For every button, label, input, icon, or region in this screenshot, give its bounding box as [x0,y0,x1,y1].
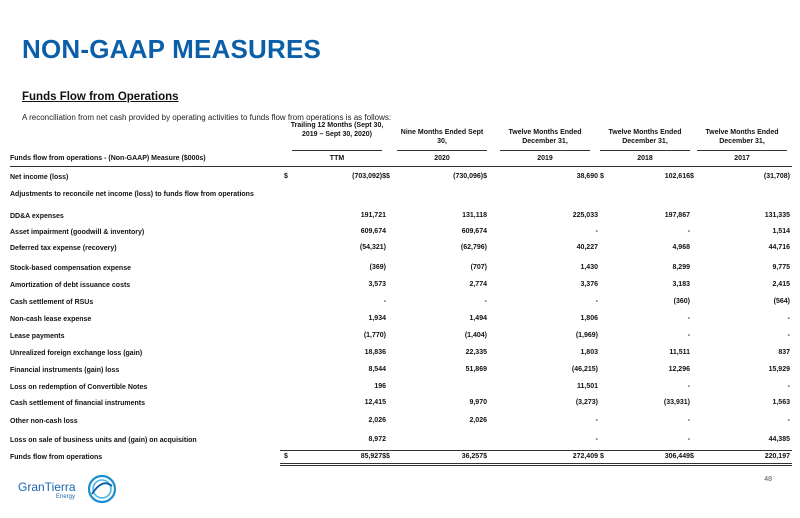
row-label: Lease payments [10,333,65,340]
table-cell: 8,972 [368,436,386,443]
table-cell: (3,273) [575,399,598,406]
row-label: Cash settlement of financial instruments [10,400,145,407]
column-subheading: TTM [329,155,345,162]
table-cell: (360) [673,298,690,305]
table-cell: 131,118 [462,212,487,219]
table-cell: (369) [369,264,386,271]
header-divider [10,166,792,167]
row-label: Adjustments to reconcile net income (loss) to funds flow from operations [10,191,254,198]
table-cell: 3,376 [580,281,598,288]
table-cell: 40,227 [576,244,598,251]
table-cell: 8,299 [672,264,690,271]
grantierra-logo [18,472,118,506]
table-cell: 1,806 [580,315,598,322]
logo-name: GranTierra [18,480,76,494]
table-cell: 1,803 [580,349,598,356]
table-cell: 1,430 [580,264,598,271]
column-heading: Twelve Months Ended December 31, [608,129,682,145]
table-cell: (54,321) [359,244,386,251]
column-subheading: 2017 [734,155,750,162]
intro-text: A reconciliation from net cash provided by operating activities to funds flow from operations is as follows: [22,113,392,122]
row-label: Loss on redemption of Convertible Notes [10,384,148,391]
table-cell: - [383,298,386,305]
table-cell: 131,335 [764,212,790,219]
table-cell: (62,796) [460,244,487,251]
table-cell: - [595,417,598,424]
dollar-sign: $ [386,453,390,460]
column-subheading: 2018 [637,155,653,162]
table-cell: (1,404) [464,332,487,339]
column-heading: Nine Months Ended Sept 30, [400,129,484,145]
table-cell: 225,033 [572,212,598,219]
table-cell: 22,335 [465,349,487,356]
table-cell: - [595,298,598,305]
table-cell: 191,721 [360,212,386,219]
column-subheading: 2019 [537,155,553,162]
table-cell: 1,514 [772,228,790,235]
table-cell: 18,836 [364,349,386,356]
table-header-label: Funds flow from operations - (Non-GAAP) Measure ($000s) [10,155,206,162]
table-cell: - [787,383,790,390]
logo-sub: Energy [56,494,76,500]
table-cell: 4,968 [672,244,690,251]
table-cell: 8,544 [368,366,386,373]
row-label: Amortization of debt issuance costs [10,282,131,289]
page-number: 48 [764,476,772,483]
table-cell: (703,092)$ [352,173,386,180]
row-label: Funds flow from operations [10,454,103,461]
table-cell: - [787,417,790,424]
row-label: Loss on sale of business units and (gain) on acquisition [10,437,197,444]
table-cell: 11,501 [576,383,598,390]
total-double-rule [280,463,792,466]
table-cell: - [687,417,690,424]
table-cell: - [687,315,690,322]
table-cell: 2,415 [772,281,790,288]
table-cell: 306,449 [664,453,690,460]
table-cell: 15,929 [768,366,790,373]
table-cell: 272,409 [572,453,598,460]
table-cell: - [687,228,690,235]
table-cell: (31,708) [763,173,790,180]
table-cell: 3,183 [672,281,690,288]
table-cell: (1,969) [575,332,598,339]
dollar-sign: $ [284,453,288,460]
column-heading-underline [292,150,382,151]
row-label: DD&A expenses [10,213,64,220]
table-cell: - [595,436,598,443]
column-subheading: 2020 [434,155,450,162]
table-cell: 1,563 [772,399,790,406]
dollar-sign: $ [284,173,288,180]
table-cell: 220,197 [764,453,790,460]
table-cell: (1,770) [363,332,386,339]
table-cell: - [787,332,790,339]
row-label: Other non-cash loss [10,418,78,425]
table-cell: (46,215) [571,366,598,373]
row-label: Net income (loss) [10,174,69,181]
dollar-sign: $ [600,453,604,460]
table-cell: 1,934 [368,315,386,322]
table-cell: (707) [470,264,487,271]
row-label: Cash settlement of RSUs [10,299,94,306]
table-cell: 102,616 [664,173,690,180]
table-cell: - [687,332,690,339]
subtotal-rule [280,450,792,451]
table-cell: 196 [374,383,386,390]
dollar-sign: $ [690,453,694,460]
dollar-sign: $ [386,173,390,180]
table-cell: 11,511 [669,349,690,356]
table-cell: 38,690 [576,173,598,180]
table-cell: (564) [773,298,790,305]
table-cell: (730,096)$ [453,173,487,180]
row-label: Asset impairment (goodwill & inventory) [10,229,145,236]
table-cell: 44,716 [768,244,790,251]
logo-swirl-icon [86,472,118,506]
table-cell: 44,385 [768,436,790,443]
row-label: Non-cash lease expense [10,316,92,323]
table-cell: - [787,315,790,322]
table-cell: 9,775 [772,264,790,271]
section-subtitle: Funds Flow from Operations [22,91,179,103]
table-cell: 51,869 [465,366,487,373]
table-cell: 36,257$ [461,453,487,460]
row-label: Stock-based compensation expense [10,265,131,272]
column-heading: Twelve Months Ended December 31, [508,129,582,145]
table-cell: - [595,228,598,235]
table-cell: 197,867 [664,212,690,219]
table-cell: - [687,436,690,443]
table-cell: 609,674 [461,228,487,235]
table-cell: 12,415 [364,399,386,406]
table-cell: 609,674 [360,228,386,235]
table-cell: - [687,383,690,390]
page-title: NON-GAAP MEASURES [22,34,322,64]
column-heading-underline [397,150,487,151]
table-cell: 3,573 [368,281,386,288]
table-cell: 9,970 [469,399,487,406]
table-cell: (33,931) [663,399,690,406]
row-label: Financial instruments (gain) loss [10,367,120,374]
column-heading-underline [600,150,690,151]
table-cell: 2,774 [469,281,487,288]
table-cell: 85,927$ [360,453,386,460]
column-heading-underline [500,150,590,151]
table-cell: 837 [778,349,790,356]
column-heading: Twelve Months Ended December 31, [705,129,779,145]
column-heading: Trailing 12 Months (Sept 30, 2019 – Sept 30, 2020) [290,122,384,138]
dollar-sign: $ [690,173,694,180]
table-cell: 2,026 [469,417,487,424]
table-cell: 1,494 [469,315,487,322]
column-heading-underline [697,150,787,151]
table-cell: - [484,298,487,305]
row-label: Unrealized foreign exchange loss (gain) [10,350,143,357]
row-label: Deferred tax expense (recovery) [10,245,117,252]
table-cell: 12,296 [668,366,690,373]
dollar-sign: $ [600,173,604,180]
table-cell: 2,026 [368,417,386,424]
